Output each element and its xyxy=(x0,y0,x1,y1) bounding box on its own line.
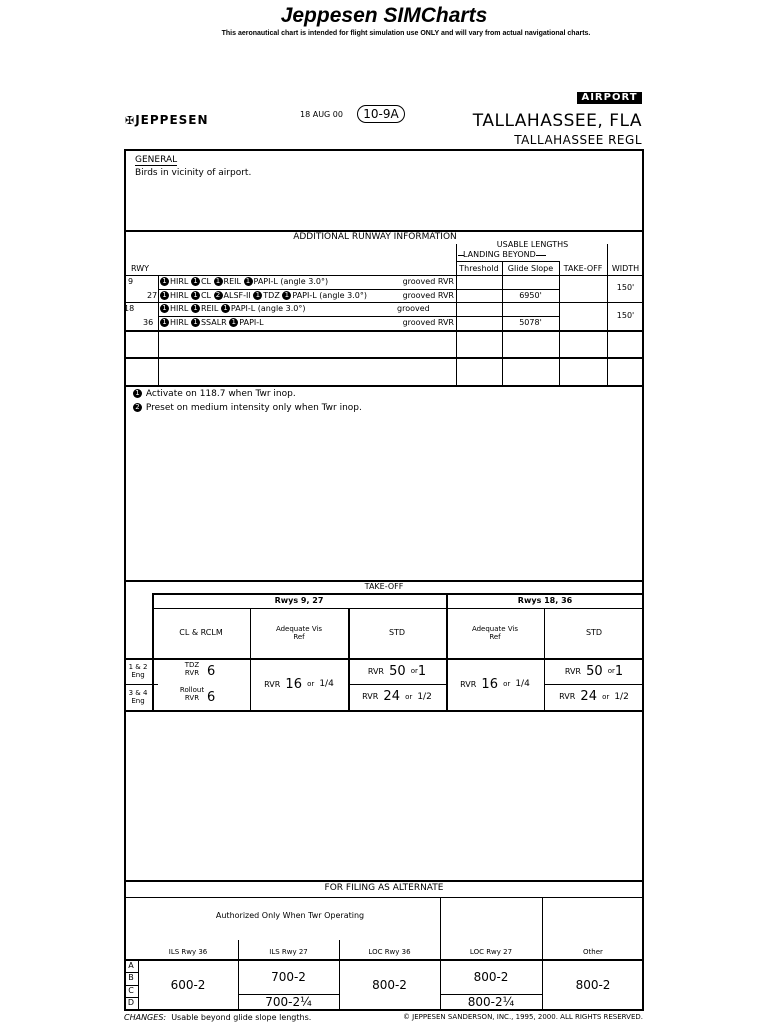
cat-b: B xyxy=(128,973,134,982)
rwy-27: 27 xyxy=(147,291,158,300)
general-heading: GENERAL xyxy=(135,155,178,165)
col-takeoff: TAKE-OFF xyxy=(563,264,603,273)
takeoff-group-rwys-18-36: Rwys 18, 36 xyxy=(517,596,573,605)
rwy-27-surface: grooved RVR xyxy=(402,291,454,300)
header-adequate-2: Adequate Vis Ref xyxy=(471,624,519,641)
rwy-18-surface: grooved xyxy=(397,304,430,313)
header-adequate-1: Adequate Vis Ref xyxy=(275,624,323,641)
rollout-rvr-label: Rollout RVR xyxy=(179,686,205,702)
note-2: 2 Preset on medium intensity only when Twr inop. xyxy=(133,403,362,413)
city-name: TALLAHASSEE, FLA xyxy=(472,111,642,131)
other-minimums: 800-2 xyxy=(575,978,611,993)
col-width: WIDTH xyxy=(611,264,640,273)
rollout-rvr-value: 6 xyxy=(207,690,216,705)
col-ils-rwy-27: ILS Rwy 27 xyxy=(269,948,308,956)
rwy-18: 18 xyxy=(124,304,135,313)
copyright: © JEPPESEN SANDERSON, INC., 1995, 2000. ALL RIGHTS RESERVED. xyxy=(402,1013,643,1021)
loc-27-minimums-d: 800-2¼ xyxy=(467,995,515,1010)
rwy-27-lighting: 1 HIRL 1 CL 2 ALSF-II 1 TDZ 1 PAPI-L (angle 3.0°) xyxy=(160,291,367,300)
rwy-36-surface: grooved RVR xyxy=(402,318,454,327)
adequate-vis-18-36: RVR 16 or 1/4 xyxy=(460,676,530,692)
chart-id: 10-9A xyxy=(357,105,405,123)
usable-lengths-label: USABLE LENGTHS xyxy=(496,240,569,249)
runway-info-title: ADDITIONAL RUNWAY INFORMATION xyxy=(293,232,457,242)
col-threshold: Threshold xyxy=(459,264,499,273)
cat-d: D xyxy=(127,998,135,1007)
rwy-18-36-width: 150' xyxy=(616,311,635,320)
adequate-vis-9-27: RVR 16 or 1/4 xyxy=(264,676,334,692)
disclaimer: This aeronautical chart is intended for flight simulation use ONLY and will vary from actual navigational charts. xyxy=(221,30,591,37)
tdz-rvr-value: 6 xyxy=(207,664,216,679)
ils-27-minimums-abc: 700-2 xyxy=(271,969,306,984)
jeppesen-logo-icon: ✠ xyxy=(125,114,136,127)
loc-27-minimums-abc: 800-2 xyxy=(473,969,509,984)
col-ils-rwy-36: ILS Rwy 36 xyxy=(168,948,208,956)
note-1: 1 Activate on 118.7 when Twr inop. xyxy=(133,389,296,399)
changes-text: Usable beyond glide slope lengths. xyxy=(171,1013,312,1022)
chart-date: 18 AUG 00 xyxy=(300,110,343,119)
cat-a: A xyxy=(128,961,134,970)
alternate-title: FOR FILING AS ALTERNATE xyxy=(324,883,444,893)
rwy-36-lighting: 1 HIRL 1 SSALR 1 PAPI-L xyxy=(160,318,264,327)
rwy-9: 9 xyxy=(128,277,134,286)
takeoff-group-rwys-9-27: Rwys 9, 27 xyxy=(274,596,324,605)
rwy-9-surface: grooved RVR xyxy=(402,277,454,286)
rwy-9-27-width: 150' xyxy=(616,283,635,292)
rwy-36: 36 xyxy=(143,318,154,327)
std-34-18-36: RVR 24 or 1/2 xyxy=(559,689,629,705)
col-glide-slope: Glide Slope xyxy=(507,264,554,273)
ils-27-minimums-d: 700-2¼ xyxy=(265,995,312,1010)
header-std-2: STD xyxy=(585,628,603,638)
col-other: Other xyxy=(583,948,603,956)
col-loc-rwy-36: LOC Rwy 36 xyxy=(368,948,411,956)
airport-name: TALLAHASSEE REGL xyxy=(514,133,642,147)
airport-badge: AIRPORT xyxy=(577,92,642,104)
eng-3-4: 3 & 4 Eng xyxy=(128,688,148,705)
general-text: Birds in vicinity of airport. xyxy=(135,168,252,178)
rwy-9-lighting: 1 HIRL 1 CL 1 REIL 1 PAPI-L (angle 3.0°) xyxy=(160,277,328,286)
changes-label: CHANGES: xyxy=(124,1013,167,1022)
header-cl-rclm: CL & RCLM xyxy=(179,628,223,638)
loc-36-minimums: 800-2 xyxy=(372,978,407,993)
std-12-18-36: RVR 50 or 1 xyxy=(564,663,624,679)
rwy-18-lighting: 1 HIRL 1 REIL 1 PAPI-L (angle 3.0°) xyxy=(160,304,305,313)
landing-beyond-label: LANDING BEYOND xyxy=(463,250,536,259)
ils-36-minimums: 600-2 xyxy=(170,978,206,993)
brand-logo: ✠JEPPESEN xyxy=(125,113,209,127)
cat-c: C xyxy=(128,986,134,995)
std-12-9-27: RVR 50 or 1 xyxy=(367,663,427,679)
tdz-rvr-label: TDZ RVR xyxy=(184,661,200,677)
authorized-note: Authorized Only When Twr Operating xyxy=(215,911,365,920)
rwy-27-glide-slope: 6950' xyxy=(519,291,542,300)
takeoff-title: TAKE-OFF xyxy=(364,582,404,591)
col-rwy: RWY xyxy=(131,264,150,273)
col-loc-rwy-27: LOC Rwy 27 xyxy=(469,948,513,956)
changes-note xyxy=(124,1013,311,1022)
rwy-36-glide-slope: 5078' xyxy=(519,318,542,327)
eng-1-2: 1 & 2 Eng xyxy=(128,663,148,679)
std-34-9-27: RVR 24 or 1/2 xyxy=(362,689,432,705)
page-title: Jeppesen SIMCharts xyxy=(280,4,488,27)
header-std-1: STD xyxy=(388,628,406,638)
